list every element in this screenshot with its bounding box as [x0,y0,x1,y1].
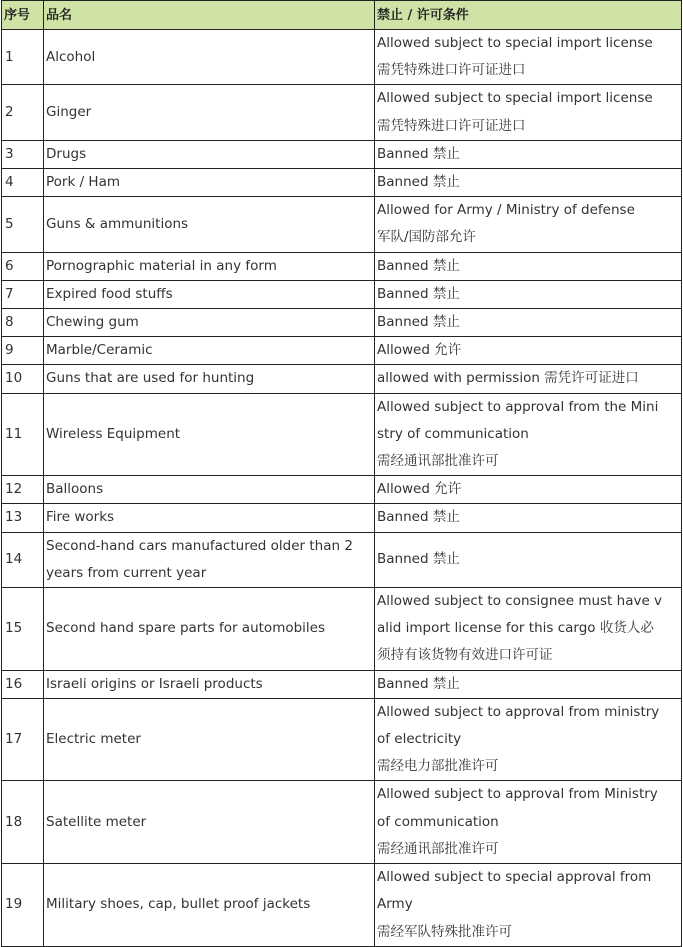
table-row [2,140,682,168]
row-item-name: Wireless Equipment [44,393,375,476]
header-item-name: 品名 [44,1,375,30]
row-serial-number: 17 [2,698,44,781]
row-serial-number: 16 [2,670,44,698]
row-restriction [375,781,682,864]
restriction-line: Banned 禁止 [377,551,460,568]
table-row [2,864,682,947]
row-restriction [375,85,682,140]
row-serial-number: 3 [2,140,44,168]
row-item-name: Pork / Ham [44,169,375,197]
table-row [2,781,682,864]
table-row [2,197,682,252]
restriction-line: 军队/国防部允许 [377,229,477,246]
restriction-line: 需凭特殊进口许可证进口 [377,62,526,79]
row-restriction [375,309,682,337]
table-row [2,309,682,337]
table-row [2,85,682,140]
row-serial-number: 11 [2,393,44,476]
item-name-line: years from current year [46,564,207,581]
restriction-line: 需凭特殊进口许可证进口 [377,117,526,134]
restriction-line: Banned 禁止 [377,145,460,162]
row-serial-number: 19 [2,864,44,947]
row-restriction [375,698,682,781]
row-serial-number: 1 [2,30,44,85]
row-serial-number: 7 [2,280,44,308]
row-item-name: Guns that are used for hunting [44,365,375,393]
restriction-line: Allowed subject to special import license [377,35,653,51]
table-row [2,504,682,532]
row-serial-number: 6 [2,252,44,280]
restriction-line: Allowed subject to special import license [377,90,653,107]
import-restrictions-table [1,0,682,947]
restriction-line: 需经电力部批准许可 [377,758,499,775]
restriction-line: Banned 禁止 [377,314,460,331]
row-item-name: Electric meter [44,698,375,781]
row-serial-number: 10 [2,365,44,393]
restriction-line: allowed with permission 需凭许可证进口 [377,370,639,387]
row-restriction [375,337,682,365]
restriction-line: alid import license for this cargo 收货人必 [377,620,654,637]
restriction-line: Allowed subject to approval from ministry [377,703,660,720]
row-item-name: Drugs [44,140,375,168]
restriction-line: stry of communication [377,425,529,442]
row-item-name: Ginger [44,85,375,140]
row-item-name: Satellite meter [44,781,375,864]
restriction-line: Banned 禁止 [377,285,460,302]
row-serial-number: 15 [2,588,44,671]
restriction-line: 需经通讯部批准许可 [377,840,499,857]
row-item-name: Israeli origins or Israeli products [44,670,375,698]
row-restriction [375,864,682,947]
header-restriction: 禁止 / 许可条件 [375,1,682,30]
table-row [2,280,682,308]
row-restriction [375,532,682,587]
restriction-line: Banned 禁止 [377,675,460,692]
table-row [2,698,682,781]
row-restriction [375,670,682,698]
row-serial-number: 9 [2,337,44,365]
table-row [2,476,682,504]
table-row [2,532,682,587]
restriction-line: Allowed for Army / Ministry of defense [377,202,635,219]
row-restriction [375,252,682,280]
row-serial-number: 2 [2,85,44,140]
row-item-name: Expired food stuffs [44,280,375,308]
restriction-line: Allowed 允许 [377,481,462,498]
row-item-name: Alcohol [44,30,375,85]
restriction-line: 需经军队特殊批准许可 [377,923,512,940]
row-restriction [375,504,682,532]
row-serial-number: 5 [2,197,44,252]
row-serial-number: 14 [2,532,44,587]
restriction-line: Allowed subject to consignee must have v [377,593,663,610]
restriction-line: Allowed 允许 [377,342,462,359]
row-restriction [375,588,682,671]
row-restriction [375,30,682,85]
row-restriction [375,197,682,252]
restriction-line: Allowed subject to special approval from [377,869,652,886]
restriction-line: Banned 禁止 [377,257,460,274]
header-serial-number: 序号 [2,1,44,30]
table-row [2,252,682,280]
row-item-name [44,532,375,587]
row-restriction [375,365,682,393]
restriction-line: Banned 禁止 [377,174,460,191]
table-header-row [2,1,682,30]
table-row [2,337,682,365]
row-item-name: Military shoes, cap, bullet proof jackets [44,864,375,947]
table-row [2,30,682,85]
table-row [2,393,682,476]
table-row [2,588,682,671]
row-restriction [375,169,682,197]
row-serial-number: 8 [2,309,44,337]
row-serial-number: 12 [2,476,44,504]
table-row [2,365,682,393]
row-serial-number: 18 [2,781,44,864]
restriction-line: Allowed subject to approval from Ministry [377,786,658,803]
restriction-line: of communication [377,813,499,830]
table-row [2,670,682,698]
row-item-name: Marble/Ceramic [44,337,375,365]
row-item-name: Pornographic material in any form [44,252,375,280]
row-restriction [375,280,682,308]
row-item-name: Chewing gum [44,309,375,337]
restriction-line: Allowed subject to approval from the Mini [377,398,659,415]
row-restriction [375,140,682,168]
restriction-line: 需经通讯部批准许可 [377,453,499,470]
restriction-line: 须持有该货物有效进口许可证 [377,647,553,664]
row-restriction [375,476,682,504]
item-name-line: Second-hand cars manufactured older than 2 [46,537,353,554]
row-item-name: Fire works [44,504,375,532]
restriction-line: of electricity [377,731,462,748]
row-restriction [375,393,682,476]
row-item-name: Second hand spare parts for automobiles [44,588,375,671]
row-serial-number: 4 [2,169,44,197]
restriction-line: Army [377,896,413,913]
row-serial-number: 13 [2,504,44,532]
restriction-line: Banned 禁止 [377,509,460,526]
row-item-name: Guns & ammunitions [44,197,375,252]
table-row [2,169,682,197]
row-item-name: Balloons [44,476,375,504]
